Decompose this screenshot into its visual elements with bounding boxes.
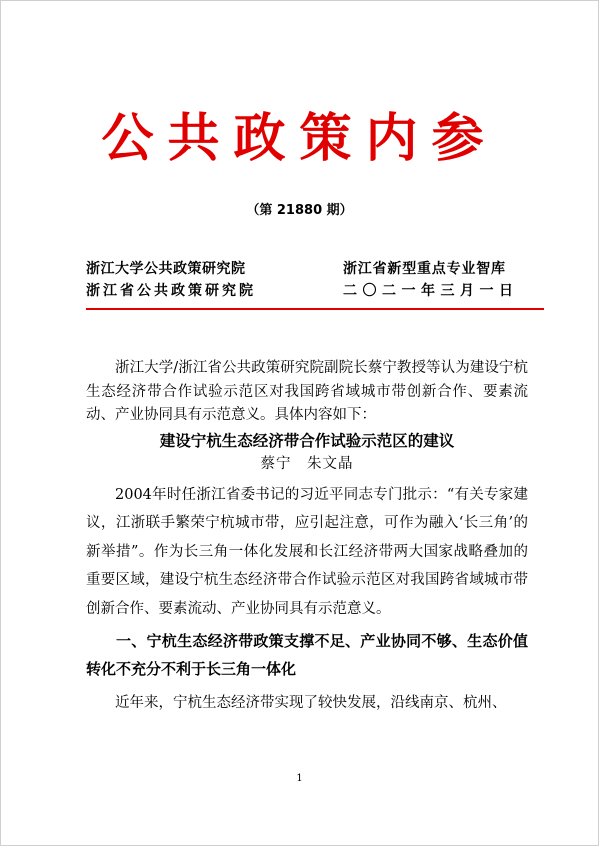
publisher-line-1: 浙江大学公共政策研究院	[86, 261, 246, 277]
intro-paragraph: 浙江大学/浙江省公共政策研究院副院长蔡宁教授等认为建设宁杭生态经济带合作试验示范区对我国跨省域城市带创新合作、要素流动、产业协同具有示范意义。具体内容如下：	[86, 360, 528, 423]
think-tank-label: 浙江省新型重点专业智库	[343, 261, 506, 277]
header-divider	[86, 308, 544, 310]
issue-number: （第 21880 期）	[246, 203, 353, 218]
article-authors: 蔡宁 朱文晶	[260, 455, 354, 472]
publisher-line-2: 浙江省公共政策研究院	[86, 283, 256, 299]
body-paragraph: 近年来，宁杭生态经济带实现了较快发展，沿线南京、杭州、	[115, 695, 507, 711]
document-body	[86, 357, 528, 717]
page-number: 1	[296, 773, 303, 784]
body-paragraph: 2004年时任浙江省委书记的习近平同志专门批示：“有关专家建议，江浙联手繁荣宁杭城市带，应引起注意，可作为融入‘长三角’的新举措”。作为长三角一体化发展和长江经济带两大国家战略叠加的重要区域，建设宁杭生态经济带合作试验示范区对我国跨省域城市带创新合作、要素流动、产业协同具有示范意义。	[86, 486, 528, 617]
publication-date: 二〇二一年三月一日	[343, 283, 519, 299]
section-heading: 一、宁杭生态经济带政策支撑不足、产业协同不够、生态价值转化不充分不利于长三角一体化	[86, 632, 528, 678]
article-title: 建设宁杭生态经济带合作试验示范区的建议	[159, 431, 455, 450]
masthead-title: 公共政策内参	[101, 108, 498, 169]
